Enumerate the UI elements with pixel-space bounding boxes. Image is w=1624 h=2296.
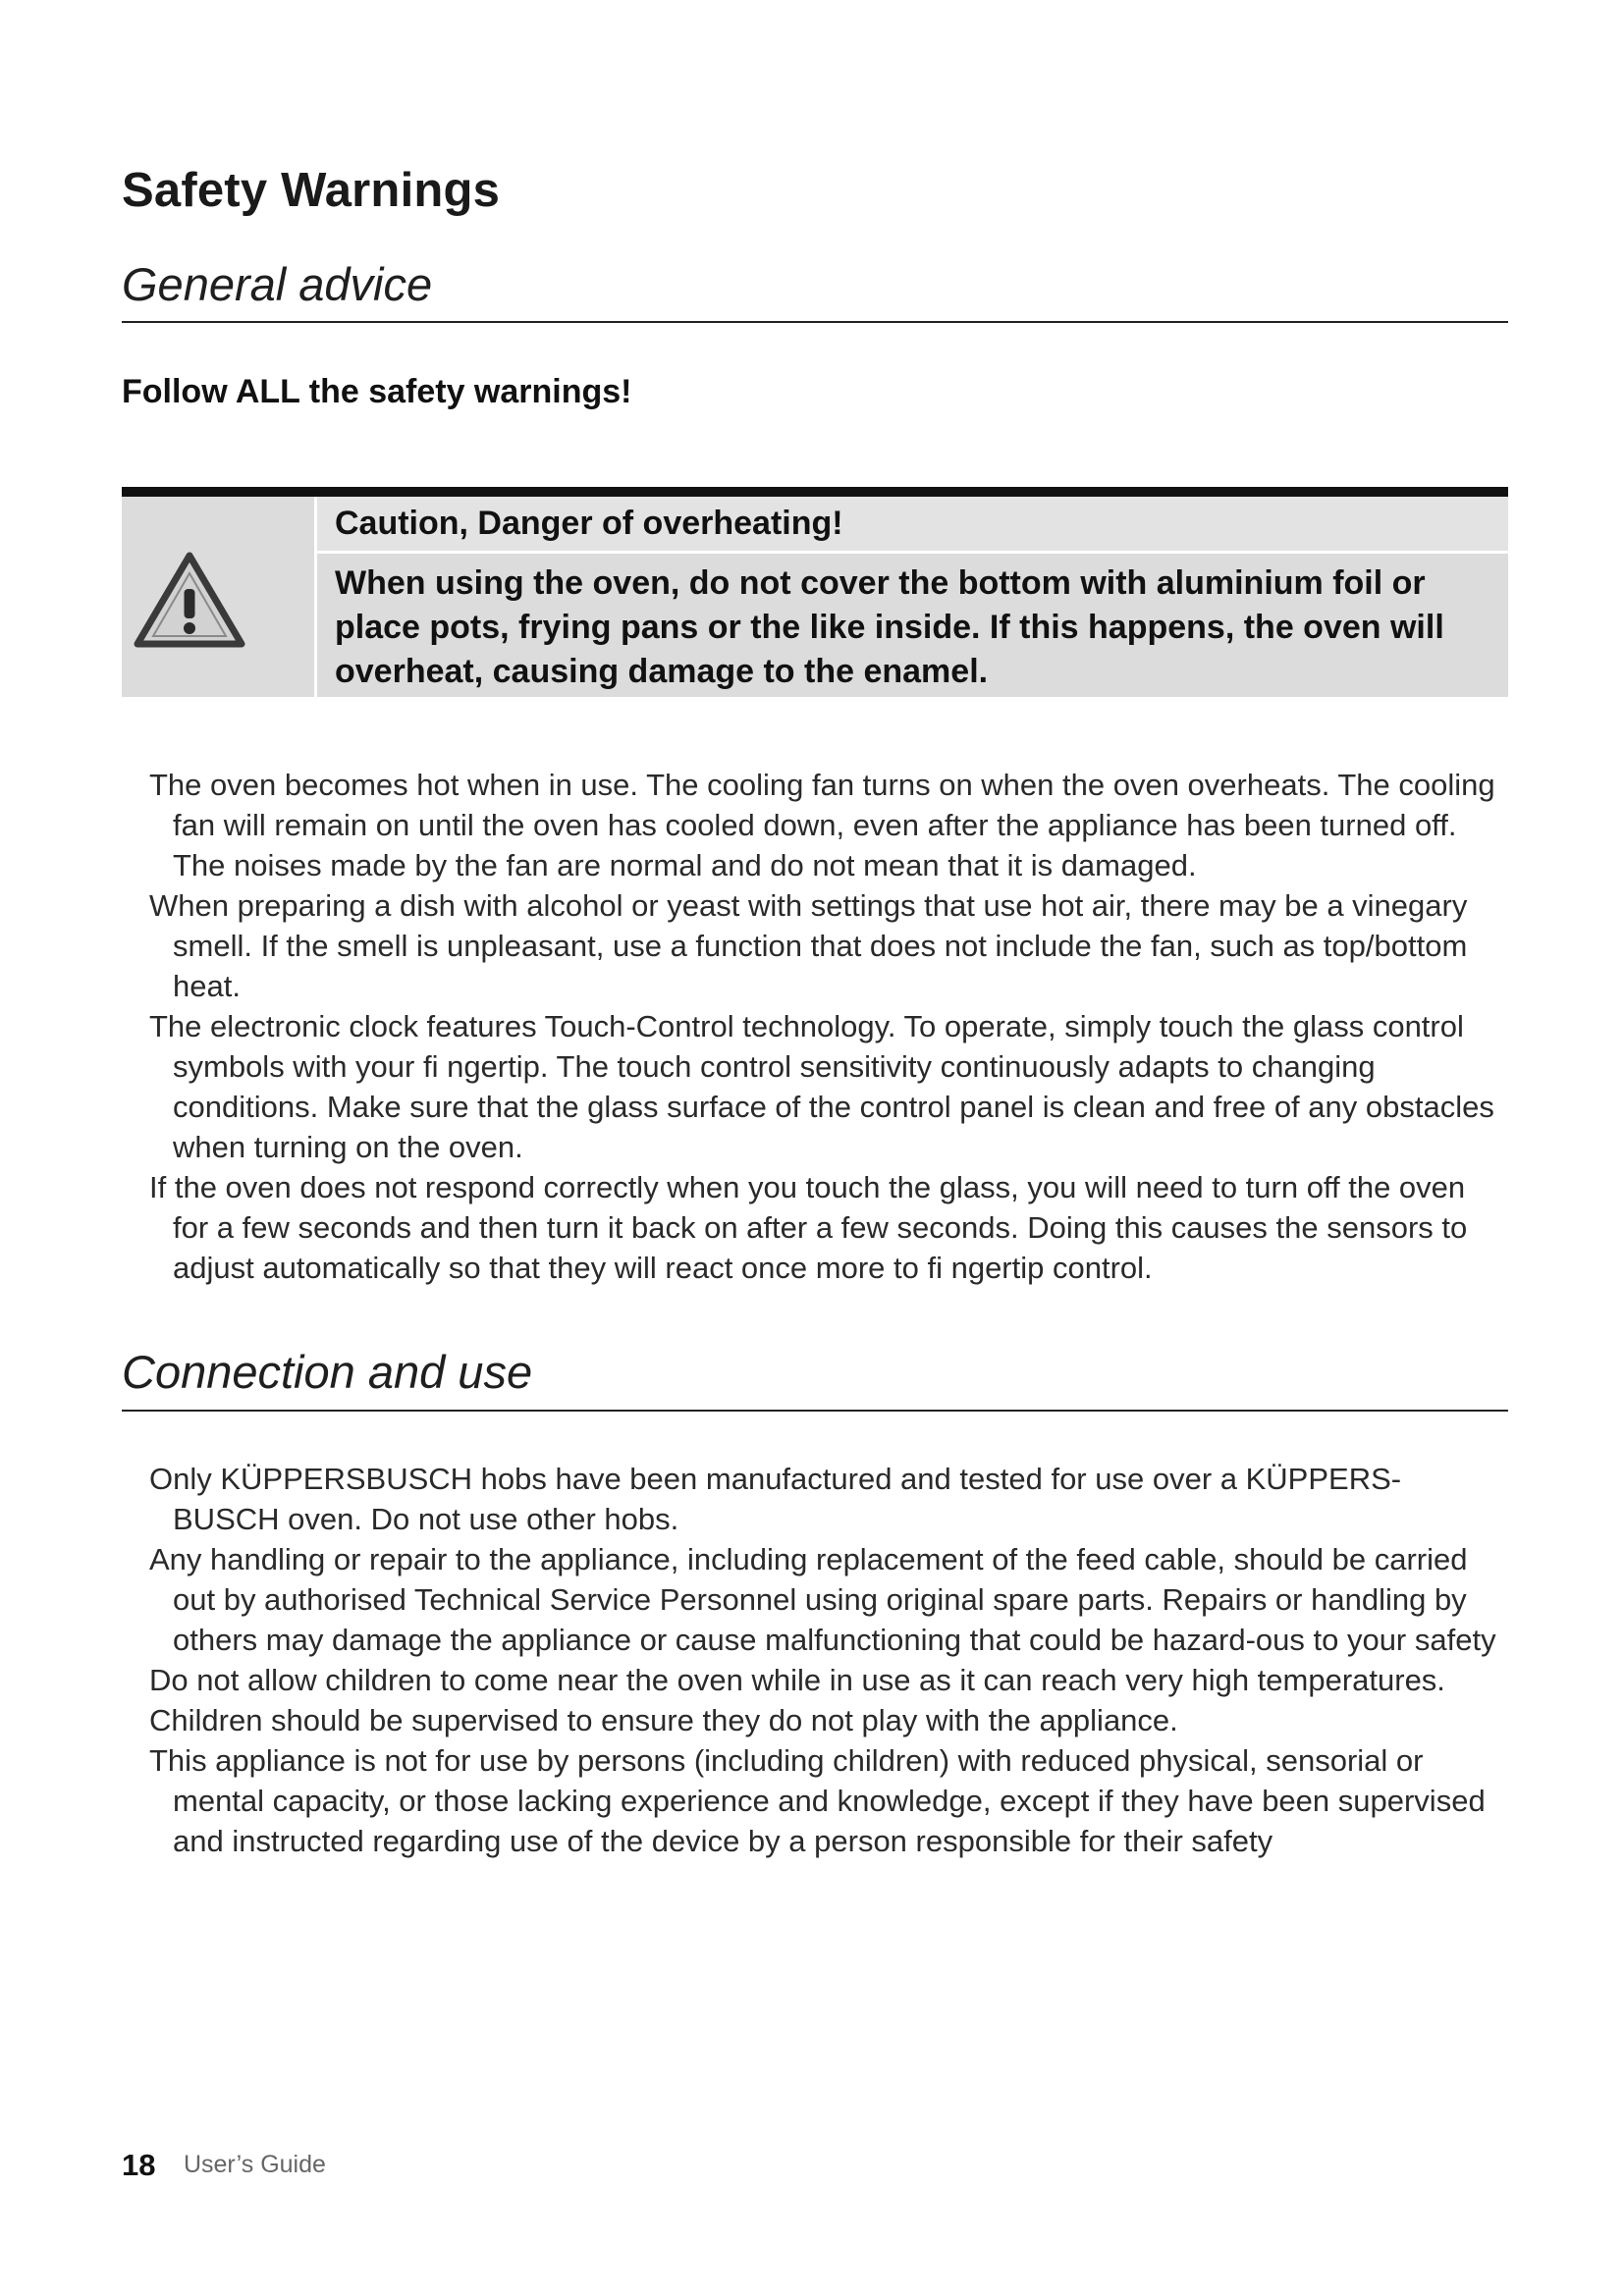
section-heading-connection-and-use: Connection and use	[122, 1346, 533, 1398]
list-item: The oven becomes hot when in use. The cooling fan turns on when the oven overheats. The cooling fan will remain on until the oven has cooled down, even after the appliance has been turned off. The noises made by the fan are normal and do not mean that it is damaged.	[149, 768, 1495, 882]
page-title: Safety Warnings	[122, 164, 501, 217]
list-item: Do not allow children to come near the oven while in use as it can reach very high temperatures.	[149, 1663, 1445, 1697]
caution-title: Caution, Danger of overheating!	[335, 505, 843, 542]
general-advice-paragraphs	[149, 765, 1504, 1288]
warning-triangle-icon	[132, 550, 247, 652]
list-item: Any handling or repair to the appliance, including replacement of the feed cable, should be carried out by authorised Technical Service Personnel using original spare parts. Repairs or handling by others may damage the appliance or cause malfunctioning that could be hazard-ous to your safety	[149, 1542, 1496, 1657]
caution-title-cell	[314, 497, 1508, 554]
list-item: When preparing a dish with alcohol or yeast with settings that use hot air, there may be a vinegary smell. If the smell is unpleasant, use a function that does not include the fan, such as top/bottom heat.	[149, 888, 1468, 1003]
page-number: 18	[122, 2148, 156, 2182]
caution-body-cell	[314, 554, 1508, 697]
list-item: This appliance is not for use by persons (including children) with reduced physical, sensorial or mental capacity, or those lacking experience and knowledge, except if they have been supervised and instructed regarding use of the device by a person responsible for their safety	[149, 1743, 1486, 1858]
section-divider	[122, 1410, 1508, 1412]
caution-body: When using the oven, do not cover the bottom with aluminium foil or place pots, frying pans or the like inside. If this happens, the oven will overheat, causing damage to the enamel.	[335, 564, 1444, 690]
document-name: User’s Guide	[183, 2151, 326, 2178]
section-heading-general-advice: General advice	[122, 258, 433, 310]
list-item: Children should be supervised to ensure they do not play with the appliance.	[149, 1703, 1178, 1737]
lead-warning: Follow ALL the safety warnings!	[122, 373, 632, 410]
page-footer	[122, 2148, 326, 2183]
list-item: The electronic clock features Touch-Control technology. To operate, simply touch the glass control symbols with your fi ngertip. The touch control sensitivity continuously adapts to changing conditions. Make sure that the glass surface of the control panel is clean and free of any obstacles when turning on the oven.	[149, 1009, 1494, 1164]
caution-box	[122, 487, 1508, 697]
section-divider	[122, 321, 1508, 323]
connection-and-use-paragraphs	[149, 1459, 1504, 1861]
list-item: If the oven does not respond correctly when you touch the glass, you will need to turn off the oven for a few seconds and then turn it back on after a few seconds. Doing this causes the sensors to adjust automatically so that they will react once more to fi ngertip control.	[149, 1170, 1468, 1285]
list-item: Only KÜPPERSBUSCH hobs have been manufactured and tested for use over a KÜPPERS-BUSCH oven. Do not use other hobs.	[149, 1462, 1402, 1536]
